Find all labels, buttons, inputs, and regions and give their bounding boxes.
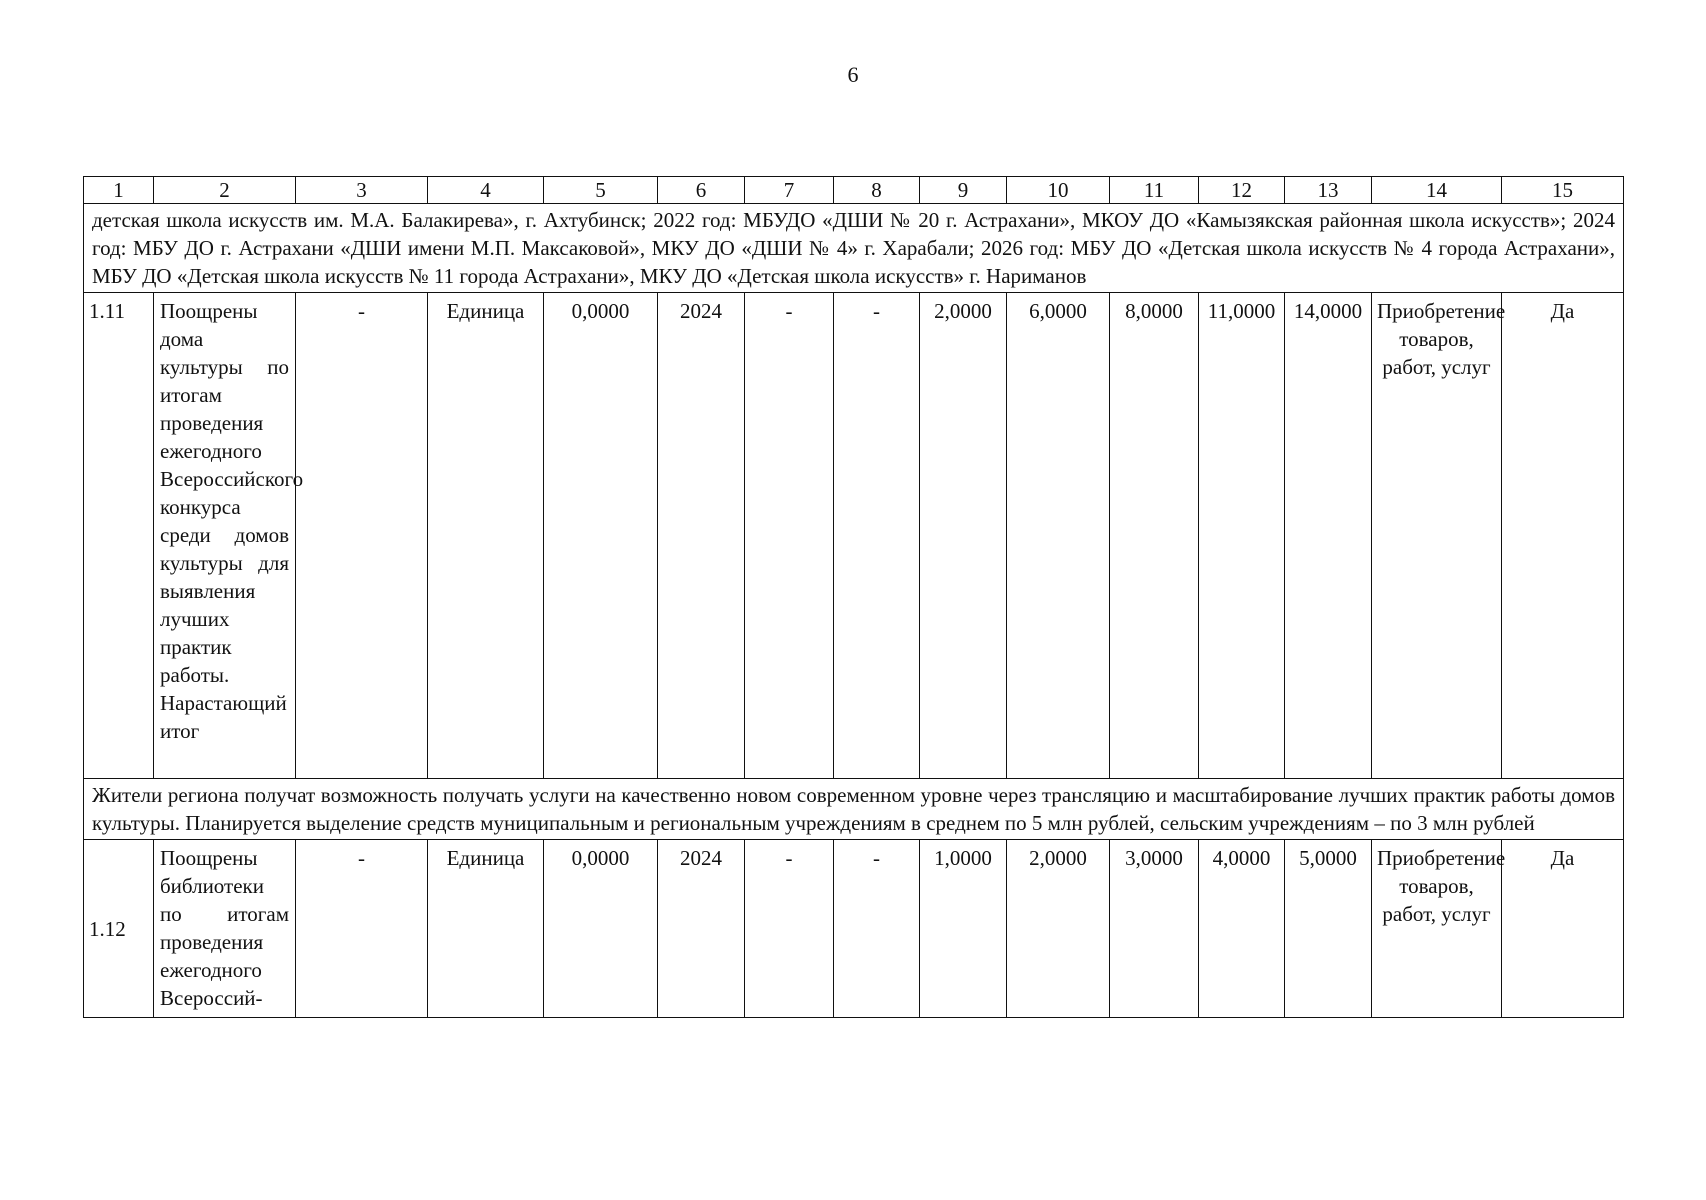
note-text-mid: Жители региона получат возможность получать услуги на качественно новом современном уровне через трансляцию и масштабирование лучших практик работы домов культуры. Планируется выделение средств муниципальным и региональным учреждениям в среднем по 5 млн рублей, сельским учреждениям – по 3 млн рублей	[84, 779, 1624, 840]
row-col9: 2,0000	[920, 293, 1007, 779]
header-cell: 3	[296, 177, 428, 204]
row-col13: 5,0000	[1285, 840, 1372, 1018]
header-cell: 11	[1110, 177, 1199, 204]
row-col8: -	[834, 293, 920, 779]
row-funding-type: Приобретение товаров, работ, услуг	[1372, 840, 1502, 1018]
note-row-mid	[84, 779, 1624, 840]
row-base-value: 0,0000	[544, 840, 658, 1018]
row-unit: Единица	[428, 293, 544, 779]
row-col12: 11,0000	[1199, 293, 1285, 779]
table-row	[84, 293, 1624, 779]
header-cell: 13	[1285, 177, 1372, 204]
header-cell: 15	[1502, 177, 1624, 204]
table-row	[84, 840, 1624, 1018]
row-unit: Единица	[428, 840, 544, 1018]
row-col15: Да	[1502, 840, 1624, 1018]
row-col15: Да	[1502, 293, 1624, 779]
row-indicator-name: Поощрены дома культуры по итогам проведения ежегодного Всероссийского конкурса среди домов культуры для выявления лучших практик работы. Нарастающий итог	[154, 293, 296, 779]
row-col10: 6,0000	[1007, 293, 1110, 779]
note-text-top: детская школа искусств им. М.А. Балакирева», г. Ахтубинск; 2022 год: МБУДО «ДШИ № 20 г. Астрахани», МКОУ ДО «Камызякская районная школа искусств»; 2024 год: МБУ ДО г. Астрахани «ДШИ имени М.П. Максаковой», МКУ ДО «ДШИ № 4» г. Харабали; 2026 год: МБУ ДО «Детская школа искусств № 4 города Астрахани», МБУ ДО «Детская школа искусств № 11 города Астрахани», МКУ ДО «Детская школа искусств» г. Нариманов	[84, 204, 1624, 293]
page-number: 6	[847, 62, 859, 87]
header-cell: 2	[154, 177, 296, 204]
row-id: 1.12	[84, 840, 154, 1018]
row-col13: 14,0000	[1285, 293, 1372, 779]
header-cell: 1	[84, 177, 154, 204]
row-id: 1.11	[84, 293, 154, 779]
row-col3: -	[296, 840, 428, 1018]
row-indicator-name: Поощрены библиотеки по итогам проведения ежегодного Всероссий-	[154, 840, 296, 1018]
row-col8: -	[834, 840, 920, 1018]
row-col3: -	[296, 293, 428, 779]
row-col10: 2,0000	[1007, 840, 1110, 1018]
row-funding-type: Приобретение товаров, работ, услуг	[1372, 293, 1502, 779]
row-col11: 3,0000	[1110, 840, 1199, 1018]
header-cell: 5	[544, 177, 658, 204]
header-cell: 12	[1199, 177, 1285, 204]
row-base-year: 2024	[658, 840, 745, 1018]
indicators-table	[83, 176, 1624, 1018]
row-col11: 8,0000	[1110, 293, 1199, 779]
row-col7: -	[745, 293, 834, 779]
header-row	[84, 177, 1624, 204]
row-base-year: 2024	[658, 293, 745, 779]
header-cell: 7	[745, 177, 834, 204]
header-cell: 6	[658, 177, 745, 204]
note-row-top	[84, 204, 1624, 293]
header-cell: 9	[920, 177, 1007, 204]
header-cell: 10	[1007, 177, 1110, 204]
row-col7: -	[745, 840, 834, 1018]
header-cell: 4	[428, 177, 544, 204]
row-base-value: 0,0000	[544, 293, 658, 779]
header-cell: 14	[1372, 177, 1502, 204]
row-col12: 4,0000	[1199, 840, 1285, 1018]
row-col9: 1,0000	[920, 840, 1007, 1018]
header-cell: 8	[834, 177, 920, 204]
